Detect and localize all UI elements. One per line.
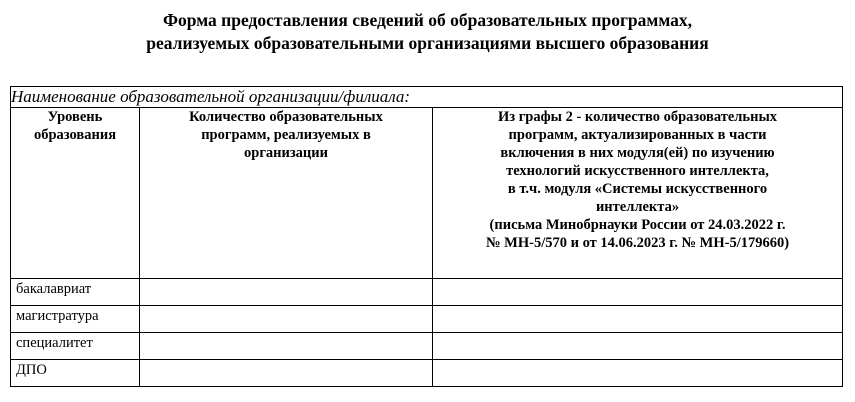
header-line: образования xyxy=(33,127,117,143)
updated-count-cell[interactable] xyxy=(433,306,843,333)
table-row xyxy=(11,306,843,333)
table-row xyxy=(11,279,843,306)
header-education-level xyxy=(11,108,140,279)
form-title-line-2: реализуемых образовательными организациями высшего образования xyxy=(146,33,709,53)
header-line: № МН-5/570 и от 14.06.2023 г. № МН-5/179660) xyxy=(485,235,790,251)
header-line: программ, актуализированных в части xyxy=(508,127,767,143)
header-line: Уровень xyxy=(47,109,103,125)
header-line: программ, реализуемых в xyxy=(201,127,371,143)
header-program-count xyxy=(140,108,433,279)
programs-count-cell[interactable] xyxy=(140,360,433,387)
level-label-bachelor: бакалавриат xyxy=(11,279,140,306)
programs-count-cell[interactable] xyxy=(140,279,433,306)
level-label-specialist: специалитет xyxy=(11,333,140,360)
updated-count-cell[interactable] xyxy=(433,333,843,360)
header-row xyxy=(11,108,843,279)
header-line: интеллекта» xyxy=(595,199,680,215)
programs-table xyxy=(10,86,843,387)
level-label-master: магистратура xyxy=(11,306,140,333)
programs-count-cell[interactable] xyxy=(140,333,433,360)
header-line: в т.ч. модуля «Системы искусственного xyxy=(507,181,768,197)
organization-row xyxy=(11,87,843,108)
header-line: включения в них модуля(ей) по изучению xyxy=(500,145,775,161)
updated-count-cell[interactable] xyxy=(433,360,843,387)
updated-count-cell[interactable] xyxy=(433,279,843,306)
programs-count-cell[interactable] xyxy=(140,306,433,333)
header-line: организации xyxy=(244,145,328,161)
form-title-line-1: Форма предоставления сведений об образовательных программах, xyxy=(162,10,693,30)
level-label-dpo: ДПО xyxy=(11,360,140,387)
form-title xyxy=(0,9,855,55)
header-ai-updated-count xyxy=(433,108,843,279)
header-line: Из графы 2 - количество образовательных xyxy=(497,109,778,125)
organization-name-label: Наименование образовательной организации/филиала: xyxy=(11,87,843,108)
table-row xyxy=(11,333,843,360)
header-line: Количество образовательных xyxy=(189,109,383,125)
header-line: технологий искусственного интеллекта, xyxy=(506,163,769,179)
table-row xyxy=(11,360,843,387)
header-line: (письма Минобрнауки России от 24.03.2022 г. xyxy=(489,217,786,233)
